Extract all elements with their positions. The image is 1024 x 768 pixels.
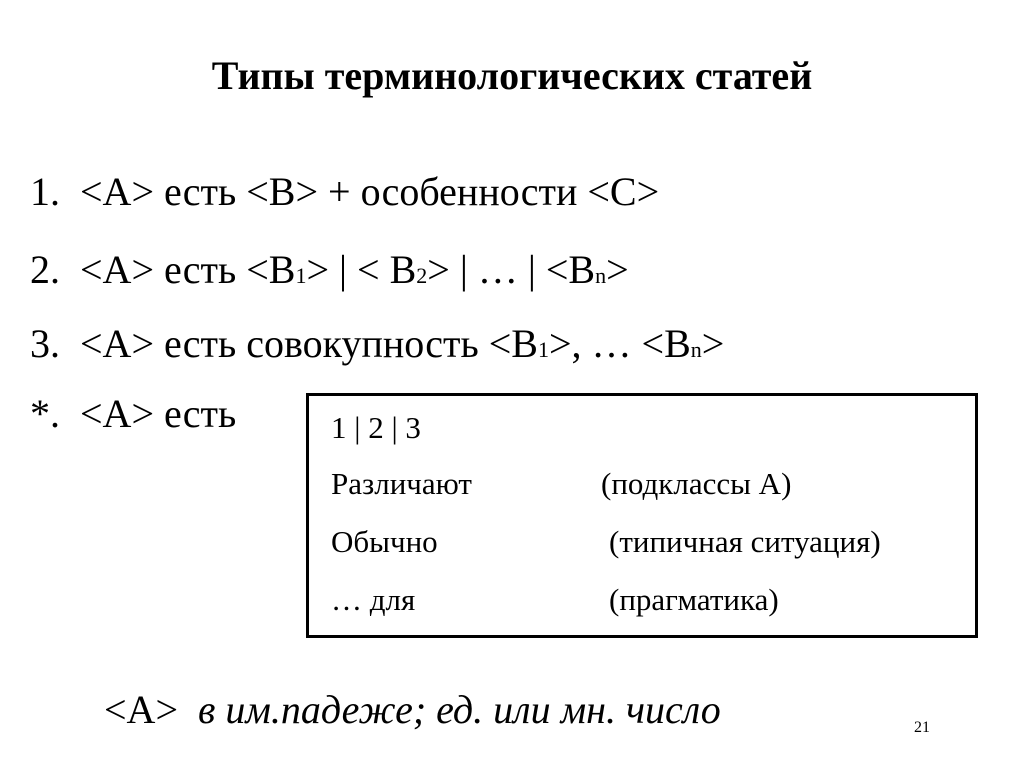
box-row-left: … для: [331, 582, 416, 617]
box-row-right: (подклассы A): [601, 466, 792, 501]
footer-text: в им.падеже; ед. или мн. число: [198, 687, 721, 732]
page-number: 21: [914, 719, 930, 736]
subscript: 1: [538, 337, 549, 362]
slide-title: Типы терминологических статей: [211, 53, 813, 98]
item-text-part: <A> есть <B: [80, 247, 296, 292]
subscript: n: [595, 263, 607, 288]
box-header: 1 | 2 | 3: [331, 410, 421, 445]
list-item-1: [30, 166, 659, 218]
subscript: 1: [295, 263, 307, 288]
subscript: 2: [416, 263, 428, 288]
info-box: [306, 393, 978, 638]
item-text-part: >: [701, 321, 725, 366]
item-text-part: >, … <B: [549, 321, 691, 366]
list-item-3: [30, 318, 724, 376]
item-number: 3.: [30, 321, 60, 366]
item-number: *.: [30, 391, 60, 436]
subscript: n: [690, 337, 702, 362]
item-text-part: >: [606, 247, 629, 292]
item-text-part: > | … | <B: [427, 247, 596, 292]
item-text-part: <A> есть совокупность <B: [80, 321, 538, 366]
item-number: 1.: [30, 169, 60, 214]
item-number: 2.: [30, 247, 60, 292]
item-text-part: > | < B: [306, 247, 417, 292]
footer-lead: <A>: [104, 687, 179, 732]
box-row-right: (прагматика): [609, 582, 779, 617]
list-item-star: [30, 388, 236, 440]
list-item-2: [30, 244, 629, 302]
box-row-left: Обычно: [331, 524, 438, 559]
box-row-left: Различают: [331, 466, 472, 501]
footer-note: [104, 684, 721, 736]
item-text: <A> есть <B> + особенности <C>: [80, 169, 660, 214]
item-text: <A> есть: [80, 391, 237, 436]
box-row-right: (типичная ситуация): [609, 524, 881, 559]
